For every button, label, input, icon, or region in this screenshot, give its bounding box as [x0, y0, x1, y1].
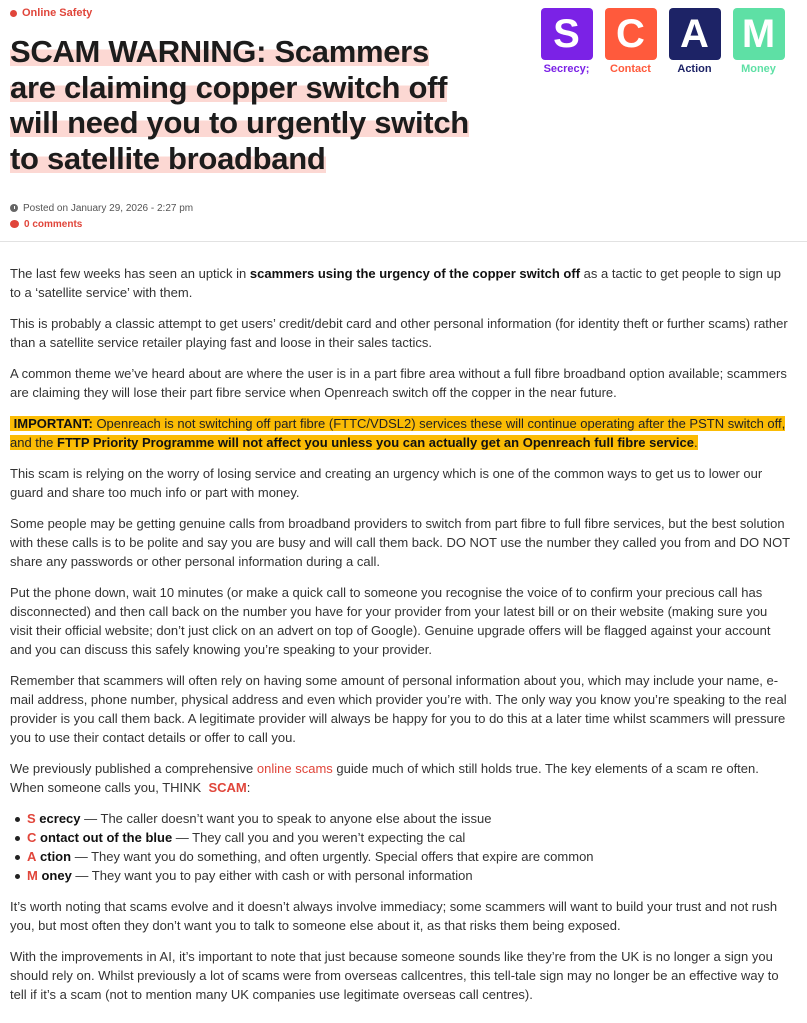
comments-row[interactable] — [10, 216, 193, 232]
list-item: A ction — They want you do something, and often urgently. Special offers that expire are common — [27, 847, 790, 866]
clock-icon — [10, 204, 18, 212]
scam-tile-c: C — [605, 8, 657, 60]
article-body — [10, 264, 790, 1016]
scam-cell-m — [732, 8, 785, 75]
comments-link[interactable]: 0 comments — [24, 218, 83, 230]
list-item: S ecrecy — The caller doesn’t want you to speak to anyone else about the issue — [27, 809, 790, 828]
paragraph-9: It’s worth noting that scams evolve and it doesn’t always involve immediacy; some scammers will want to build your trust and not rush you, but most often they don’t want you to talk to someone else about it, as that risks them being exposed. — [10, 899, 778, 933]
scam-word-s: Secrecy; — [543, 63, 590, 75]
category-dot-icon — [10, 10, 17, 17]
posted-date: Posted on January 29, 2026 - 2:27 pm — [23, 202, 194, 214]
scam-word-c: Contact — [610, 63, 651, 75]
posted-row — [10, 200, 193, 216]
paragraph-7: Remember that scammers will often rely on having some amount of personal information about you, which may include your name, e-mail address, phone number, physical address and even which provider you’re with. The only way you know you’re speaking to the real provider is you call them back. A legitimate provider will always be happy for you to do this at a later time whilst scammers will pressure you to use their contact details or offer to call you. — [10, 673, 787, 745]
scam-tile-a: A — [669, 8, 721, 60]
important-label: IMPORTANT: — [13, 416, 93, 431]
scam-tile-s: S — [541, 8, 593, 60]
comment-bubble-icon — [10, 220, 19, 228]
scam-tile-m: M — [733, 8, 785, 60]
important-notice: IMPORTANT: Openreach is not switching off part fibre (FTTC/VDSL2) services these will continue operating after the PSTN switch off, and the FTTP Priority Programme will not affect you unless you can actually get an Openreach full fibre service. — [10, 416, 786, 450]
paragraph-2: This is probably a classic attempt to get users’ credit/debit card and other personal information (for identity theft or further scams) rather than a satellite service retailer playing fast and loose in their sales tactics. — [10, 316, 788, 350]
paragraph-6: Put the phone down, wait 10 minutes (or make a quick call to someone you recognise the voice of to confirm your precious call has disconnected) and then call back on the number you have for your provider from your latest bill or on their website (making sure you visit their official website; don’t just click on an advert on top of Google). Genuine upgrade offers will be flagged against your account and you can discuss this safely knowing you’re speaking to your provider. — [10, 585, 771, 657]
paragraph-3: A common theme we’ve heard about are where the user is in a part fibre area without a full fibre broadband option available; scammers are claiming they will lose their part fibre service when Openreach switch off the copper in the near future. — [10, 366, 787, 400]
scam-acronym-graphic — [540, 8, 785, 75]
title-line-1: SCAM WARNING: Scammers — [10, 34, 429, 69]
online-scams-link[interactable]: online scams — [256, 761, 333, 776]
scam-cell-c — [604, 8, 657, 75]
list-item: M oney — They want you to pay either with cash or with personal information — [27, 866, 790, 885]
scam-word-a: Action — [677, 63, 712, 75]
category-tag[interactable] — [10, 7, 92, 19]
paragraph-8: We previously published a comprehensive online scams guide much of which still holds true. The key elements of a scam re often. When someone calls you, THINK SCAM: — [10, 761, 759, 795]
title-line-4: to satellite broadband — [10, 140, 326, 176]
article-title — [10, 34, 530, 176]
title-line-3: will need you to urgently switch — [10, 105, 469, 140]
scam-emphasis: SCAM — [208, 780, 247, 795]
paragraph-10: With the improvements in AI, it’s important to note that just because someone sounds like they’re from the UK is no longer a sign you should rely on. Whilst previously a lot of scams were from overseas callcentres, this tell-tale sign may no longer be an effective way to tell if it’s a scam (not to mention many UK companies use legitimate overseas call centres). — [10, 949, 779, 1002]
title-line-2: are claiming copper switch off — [10, 69, 448, 105]
paragraph-1: The last few weeks has seen an uptick in scammers using the urgency of the copper switch off as a tactic to get people to sign up to a ‘satellite service’ with them. — [10, 266, 781, 300]
scam-cell-s — [540, 8, 593, 75]
bold-phrase: scammers using the urgency of the copper switch off — [249, 266, 581, 281]
paragraph-4: This scam is relying on the worry of losing service and creating an urgency which is one of the common ways to get us to lower our guard and share too much info or part with money. — [10, 466, 763, 500]
scam-word-m: Money — [741, 63, 776, 75]
scam-list — [10, 809, 790, 885]
paragraph-5: Some people may be getting genuine calls from broadband providers to switch from part fibre to full fibre services, but the best solution with these calls is to be polite and say you are busy and will call them back. DO NOT use the number they called you from and DO NOT share any passwords or other personal information during a call. — [10, 516, 790, 569]
header-divider — [0, 241, 807, 242]
list-item: C ontact out of the blue — They call you and you weren’t expecting the cal — [27, 828, 790, 847]
important-bold: FTTP Priority Programme will not affect you unless you can actually get an Openreach full fibre service — [57, 435, 694, 450]
scam-cell-a — [668, 8, 721, 75]
post-meta — [10, 200, 193, 232]
category-label[interactable]: Online Safety — [22, 7, 93, 19]
